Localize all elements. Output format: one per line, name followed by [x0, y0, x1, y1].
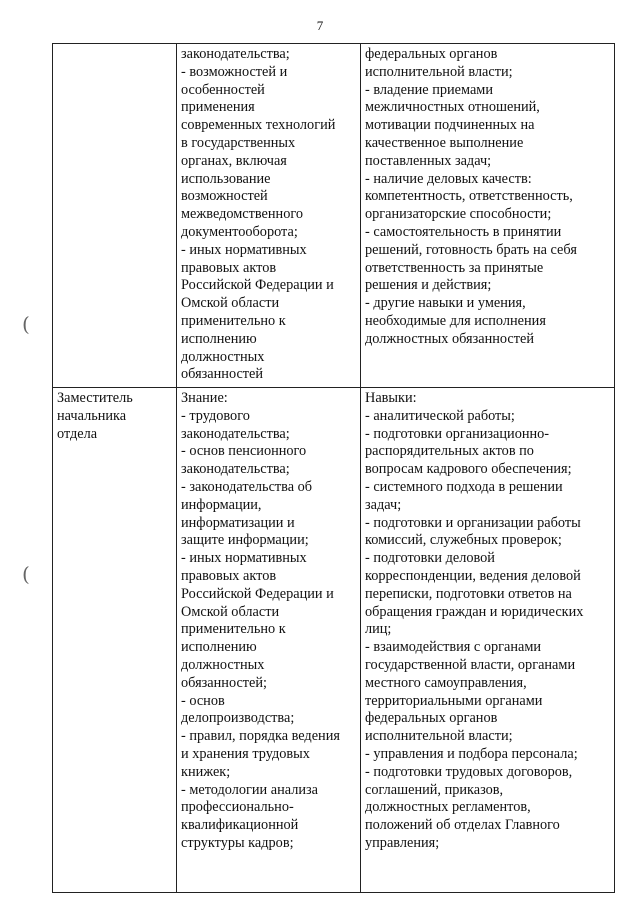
text-line: применения — [181, 99, 255, 116]
text-line: территориальными органами — [365, 692, 543, 709]
text-line: задач; — [365, 496, 402, 513]
text-line: - аналитической работы; — [365, 407, 515, 424]
table-row — [53, 44, 615, 388]
text-line: должностных — [181, 656, 265, 673]
text-line: законодательства; — [181, 461, 290, 478]
text-line: и хранения трудовых — [181, 745, 310, 762]
text-line: структуры кадров; — [181, 834, 294, 851]
text-line: Знание: — [181, 390, 228, 406]
text-line: мотивации подчиненных на — [365, 117, 535, 134]
text-line: правовых актов — [181, 567, 277, 584]
text-line: ответственность за принятые — [365, 259, 544, 276]
text-line: - подготовки организационно- — [365, 425, 550, 442]
text-line: - подготовки и организации работы — [365, 514, 581, 531]
text-line: - трудового — [181, 407, 250, 424]
text-line: законодательства; — [181, 46, 290, 62]
text-line: управления; — [365, 834, 440, 851]
text-line: органах, включая — [181, 152, 287, 169]
text-line: межведомственного — [181, 206, 304, 223]
text-line: исполнению — [181, 639, 257, 656]
text-line: применительно к — [181, 621, 286, 638]
text-line: корреспонденции, ведения деловой — [365, 567, 581, 584]
text-line: межличностных отношений, — [365, 99, 540, 116]
text-line: должностных регламентов, — [365, 799, 531, 816]
knowledge-cell — [177, 388, 361, 893]
text-line: документооборота; — [181, 223, 298, 240]
text-line: Российской Федерации и — [181, 277, 334, 294]
skills-cell — [361, 388, 615, 893]
qualification-table — [52, 43, 615, 893]
text-line: - методологии анализа — [181, 781, 319, 798]
text-line: государственной власти, органами — [365, 656, 576, 673]
text-line: качественное выполнение — [365, 134, 524, 151]
text-line: - основ пенсионного — [181, 443, 307, 460]
text-line: - взаимодействия с органами — [365, 639, 542, 656]
text-line: исполнительной власти; — [365, 63, 513, 80]
text-line: распорядительных актов по — [365, 443, 534, 460]
text-line: комиссий, служебных проверок; — [365, 532, 562, 549]
text-line: - основ — [181, 692, 225, 709]
text-line: обязанностей — [181, 366, 264, 383]
text-line: - другие навыки и умения, — [365, 295, 526, 312]
text-line: - наличие деловых качеств: — [365, 170, 532, 187]
text-line: исполнению — [181, 330, 257, 347]
text-line: переписки, подготовки ответов на — [365, 585, 572, 602]
text-line: федеральных органов — [365, 710, 498, 727]
text-line: - подготовки трудовых договоров, — [365, 763, 573, 780]
text-line: - возможностей и — [181, 63, 288, 80]
text-line: необходимые для исполнения — [365, 312, 546, 329]
text-line: возможностей — [181, 188, 268, 205]
text-line: - владение приемами — [365, 81, 494, 98]
text-line: лиц; — [365, 621, 392, 638]
text-line: Заместитель — [57, 390, 133, 406]
text-line: - правил, порядка ведения — [181, 728, 340, 745]
text-line: положений об отделах Главного — [365, 817, 560, 834]
text-line: использование — [181, 170, 271, 187]
text-line: решения и действия; — [365, 277, 492, 294]
skills-cell — [361, 44, 615, 388]
text-line: защите информации; — [181, 532, 309, 549]
text-line: информации, — [181, 496, 262, 513]
text-line: - иных нормативных — [181, 241, 307, 258]
text-line: Омской области — [181, 295, 280, 312]
position-cell — [53, 44, 177, 388]
text-line: делопроизводства; — [181, 710, 295, 727]
text-line: - управления и подбора персонала; — [365, 745, 578, 762]
text-line: местного самоуправления, — [365, 674, 527, 691]
text-line: вопросам кадрового обеспечения; — [365, 461, 572, 478]
text-line: - иных нормативных — [181, 550, 307, 567]
text-line: Навыки: — [365, 390, 417, 406]
text-line: правовых актов — [181, 259, 277, 276]
text-line: информатизации и — [181, 514, 295, 531]
text-line: особенностей — [181, 81, 265, 98]
margin-mark: ( — [22, 312, 30, 336]
text-line: - системного подхода в решении — [365, 478, 563, 495]
text-line: должностных обязанностей — [365, 330, 535, 347]
margin-mark: ( — [22, 562, 30, 586]
text-line: квалификационной — [181, 817, 299, 834]
text-line: применительно к — [181, 312, 286, 329]
text-line: современных технологий — [181, 117, 336, 134]
text-line: Российской Федерации и — [181, 585, 334, 602]
text-line: начальника — [57, 407, 127, 424]
text-line: поставленных задач; — [365, 152, 492, 169]
text-line: профессионально- — [181, 799, 294, 816]
text-line: организаторские способности; — [365, 206, 552, 223]
text-line: решений, готовность брать на себя — [365, 241, 577, 258]
text-line: обязанностей; — [181, 674, 268, 691]
text-line: исполнительной власти; — [365, 728, 513, 745]
text-line: - самостоятельность в принятии — [365, 223, 562, 240]
text-line: соглашений, приказов, — [365, 781, 504, 798]
text-line: - подготовки деловой — [365, 550, 495, 567]
text-line: книжек; — [181, 763, 231, 780]
text-line: должностных — [181, 348, 265, 365]
text-line: обращения граждан и юридических — [365, 603, 584, 620]
text-line: федеральных органов — [365, 46, 498, 62]
position-cell — [53, 388, 177, 893]
text-line: Омской области — [181, 603, 280, 620]
text-line: законодательства; — [181, 425, 290, 442]
text-line: - законодательства об — [181, 478, 313, 495]
knowledge-cell — [177, 44, 361, 388]
text-line: отдела — [57, 425, 98, 442]
table-row — [53, 388, 615, 893]
page-number: 7 — [316, 18, 324, 33]
text-line: в государственных — [181, 134, 296, 151]
text-line: компетентность, ответственность, — [365, 188, 573, 205]
